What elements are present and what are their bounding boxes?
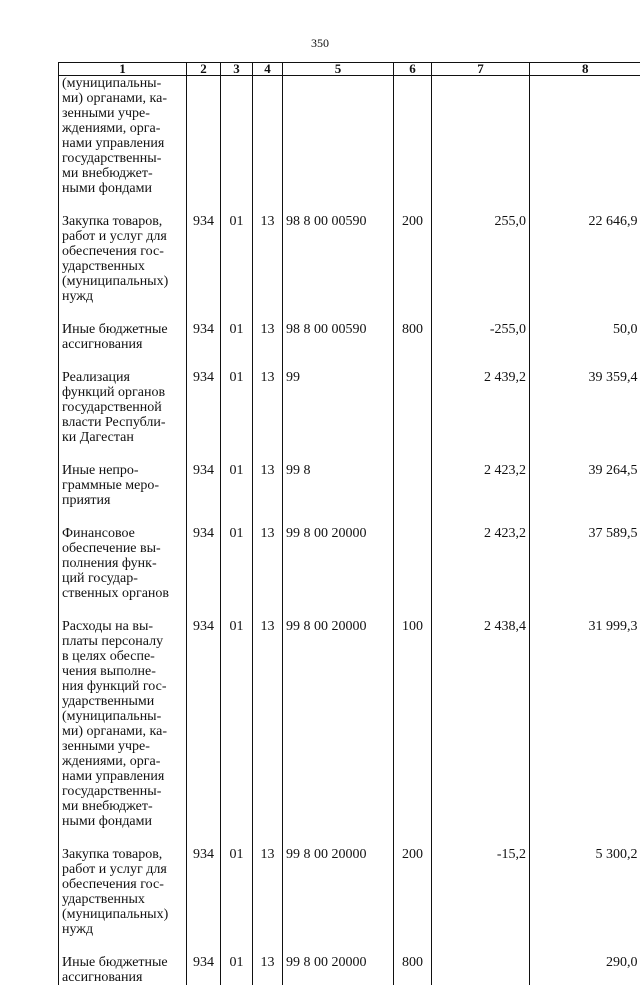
admin-code-cell: 934	[187, 370, 221, 445]
row-name-line: ми внебюджет-	[62, 799, 183, 814]
table-row	[59, 214, 640, 304]
row-name-line: Иные бюджетные	[62, 322, 183, 337]
spacer-cell	[59, 829, 187, 847]
table-row	[59, 76, 640, 197]
admin-code-cell	[187, 76, 221, 197]
spacer-cell	[394, 196, 432, 214]
column-header: 8	[530, 63, 640, 76]
subsection-code-cell: 13	[253, 322, 283, 352]
row-name-line: полнения функ-	[62, 556, 183, 571]
spacer-cell	[253, 829, 283, 847]
subsection-code-cell: 13	[253, 370, 283, 445]
row-name-line: ми) органами, ка-	[62, 91, 183, 106]
subsection-code-cell: 13	[253, 619, 283, 829]
subsection-code-cell: 13	[253, 955, 283, 985]
spacer-cell	[59, 601, 187, 619]
column-header: 5	[283, 63, 394, 76]
row-name-line: (муниципальны-	[62, 76, 183, 91]
column-header: 1	[59, 63, 187, 76]
target-article-cell	[283, 76, 394, 197]
row-spacer	[59, 508, 640, 526]
column-header: 2	[187, 63, 221, 76]
spacer-cell	[530, 829, 640, 847]
row-name-line: граммные меро-	[62, 478, 183, 493]
table-row	[59, 370, 640, 445]
row-name-line: государственны-	[62, 784, 183, 799]
row-name-line: обеспечения гос-	[62, 244, 183, 259]
row-name-line: Иные непро-	[62, 463, 183, 478]
spacer-cell	[283, 508, 394, 526]
subsection-code-cell: 13	[253, 847, 283, 937]
spacer-cell	[530, 304, 640, 322]
row-spacer	[59, 304, 640, 322]
spacer-cell	[394, 304, 432, 322]
amount-change-cell	[432, 955, 530, 985]
amount-change-cell: 2 438,4	[432, 619, 530, 829]
spacer-cell	[283, 829, 394, 847]
row-name-line: платы персоналу	[62, 634, 183, 649]
expense-type-cell	[394, 463, 432, 508]
amount-change-cell	[432, 76, 530, 197]
row-name-line: ственных органов	[62, 586, 183, 601]
row-name-line: ударственных	[62, 892, 183, 907]
expense-type-cell	[394, 370, 432, 445]
spacer-cell	[187, 937, 221, 955]
spacer-cell	[530, 196, 640, 214]
target-article-cell: 98 8 00 00590	[283, 214, 394, 304]
row-name-line: функций органов	[62, 385, 183, 400]
expense-type-cell: 200	[394, 214, 432, 304]
section-code-cell: 01	[221, 463, 253, 508]
row-name-line: ций государ-	[62, 571, 183, 586]
admin-code-cell: 934	[187, 619, 221, 829]
expense-type-cell	[394, 526, 432, 601]
row-name-cell	[59, 370, 187, 445]
spacer-cell	[187, 445, 221, 463]
row-name-cell	[59, 955, 187, 985]
expense-type-cell: 200	[394, 847, 432, 937]
subsection-code-cell: 13	[253, 214, 283, 304]
subsection-code-cell: 13	[253, 463, 283, 508]
target-article-cell: 99 8 00 20000	[283, 847, 394, 937]
row-spacer	[59, 829, 640, 847]
target-article-cell: 99 8 00 20000	[283, 619, 394, 829]
row-name-line: обеспечение вы-	[62, 541, 183, 556]
spacer-cell	[187, 601, 221, 619]
row-name-line: ждениями, орга-	[62, 754, 183, 769]
amount-change-cell: -15,2	[432, 847, 530, 937]
row-name-line: Закупка товаров,	[62, 847, 183, 862]
spacer-cell	[432, 304, 530, 322]
row-name-line: нужд	[62, 922, 183, 937]
amount-total-cell: 39 359,4	[530, 370, 640, 445]
amount-total-cell: 50,0	[530, 322, 640, 352]
row-spacer	[59, 196, 640, 214]
row-name-line: (муниципальных)	[62, 274, 183, 289]
spacer-cell	[253, 601, 283, 619]
row-name-line: Реализация	[62, 370, 183, 385]
section-code-cell: 01	[221, 322, 253, 352]
spacer-cell	[394, 508, 432, 526]
row-name-line: работ и услуг для	[62, 229, 183, 244]
row-spacer	[59, 352, 640, 370]
amount-total-cell: 22 646,9	[530, 214, 640, 304]
spacer-cell	[283, 304, 394, 322]
row-name-line: ными фондами	[62, 181, 183, 196]
spacer-cell	[394, 352, 432, 370]
spacer-cell	[59, 937, 187, 955]
target-article-cell: 98 8 00 00590	[283, 322, 394, 352]
spacer-cell	[221, 937, 253, 955]
spacer-cell	[187, 304, 221, 322]
admin-code-cell: 934	[187, 847, 221, 937]
spacer-cell	[283, 937, 394, 955]
admin-code-cell: 934	[187, 955, 221, 985]
row-name-line: ния функций гос-	[62, 679, 183, 694]
spacer-cell	[187, 196, 221, 214]
spacer-cell	[530, 601, 640, 619]
spacer-cell	[59, 445, 187, 463]
row-name-line: ассигнования	[62, 970, 183, 985]
table-body	[59, 76, 640, 985]
amount-change-cell: 255,0	[432, 214, 530, 304]
row-name-line: ударственными	[62, 694, 183, 709]
row-name-line: Расходы на вы-	[62, 619, 183, 634]
spacer-cell	[59, 304, 187, 322]
column-header: 4	[253, 63, 283, 76]
row-name-cell	[59, 322, 187, 352]
row-spacer	[59, 445, 640, 463]
column-header: 6	[394, 63, 432, 76]
page-number: 350	[0, 36, 640, 51]
spacer-cell	[432, 829, 530, 847]
spacer-cell	[221, 352, 253, 370]
spacer-cell	[394, 829, 432, 847]
row-name-line: государственны-	[62, 151, 183, 166]
row-name-cell	[59, 214, 187, 304]
budget-table	[58, 62, 640, 985]
table-row	[59, 526, 640, 601]
spacer-cell	[432, 352, 530, 370]
subsection-code-cell: 13	[253, 526, 283, 601]
amount-total-cell	[530, 76, 640, 197]
row-name-line: (муниципальны-	[62, 709, 183, 724]
table-row	[59, 463, 640, 508]
spacer-cell	[394, 937, 432, 955]
amount-total-cell: 5 300,2	[530, 847, 640, 937]
spacer-cell	[59, 196, 187, 214]
spacer-cell	[253, 352, 283, 370]
section-code-cell: 01	[221, 370, 253, 445]
amount-change-cell: 2 423,2	[432, 463, 530, 508]
row-name-line: в целях обеспе-	[62, 649, 183, 664]
row-name-line: ными фондами	[62, 814, 183, 829]
spacer-cell	[283, 352, 394, 370]
row-name-line: работ и услуг для	[62, 862, 183, 877]
row-name-line: ки Дагестан	[62, 430, 183, 445]
row-name-line: зенными учре-	[62, 106, 183, 121]
target-article-cell: 99	[283, 370, 394, 445]
spacer-cell	[253, 304, 283, 322]
spacer-cell	[394, 445, 432, 463]
target-article-cell: 99 8	[283, 463, 394, 508]
column-header: 7	[432, 63, 530, 76]
section-code-cell: 01	[221, 526, 253, 601]
row-name-line: ми) органами, ка-	[62, 724, 183, 739]
row-name-cell	[59, 76, 187, 197]
expense-type-cell: 100	[394, 619, 432, 829]
spacer-cell	[187, 352, 221, 370]
column-header: 3	[221, 63, 253, 76]
spacer-cell	[432, 937, 530, 955]
spacer-cell	[394, 601, 432, 619]
row-name-line: зенными учре-	[62, 739, 183, 754]
expense-type-cell: 800	[394, 955, 432, 985]
section-code-cell: 01	[221, 955, 253, 985]
amount-total-cell: 37 589,5	[530, 526, 640, 601]
row-name-line: нужд	[62, 289, 183, 304]
spacer-cell	[283, 601, 394, 619]
spacer-cell	[59, 352, 187, 370]
amount-total-cell: 31 999,3	[530, 619, 640, 829]
amount-change-cell: 2 423,2	[432, 526, 530, 601]
expense-type-cell: 800	[394, 322, 432, 352]
row-name-line: власти Республи-	[62, 415, 183, 430]
spacer-cell	[530, 937, 640, 955]
row-name-cell	[59, 463, 187, 508]
target-article-cell: 99 8 00 20000	[283, 955, 394, 985]
expense-type-cell	[394, 76, 432, 197]
spacer-cell	[221, 445, 253, 463]
spacer-cell	[253, 937, 283, 955]
row-name-line: нами управления	[62, 769, 183, 784]
spacer-cell	[530, 508, 640, 526]
spacer-cell	[432, 445, 530, 463]
spacer-cell	[283, 196, 394, 214]
spacer-cell	[253, 445, 283, 463]
subsection-code-cell	[253, 76, 283, 197]
row-name-cell	[59, 526, 187, 601]
spacer-cell	[530, 445, 640, 463]
row-name-line: чения выполне-	[62, 664, 183, 679]
spacer-cell	[187, 508, 221, 526]
row-name-line: нами управления	[62, 136, 183, 151]
row-name-cell	[59, 619, 187, 829]
table-row	[59, 955, 640, 985]
row-name-line: ударственных	[62, 259, 183, 274]
table-row	[59, 619, 640, 829]
spacer-cell	[221, 508, 253, 526]
row-name-cell	[59, 847, 187, 937]
amount-total-cell: 39 264,5	[530, 463, 640, 508]
spacer-cell	[221, 601, 253, 619]
row-name-line: ждениями, орга-	[62, 121, 183, 136]
section-code-cell	[221, 76, 253, 197]
row-name-line: Иные бюджетные	[62, 955, 183, 970]
row-name-line: Финансовое	[62, 526, 183, 541]
table-row	[59, 322, 640, 352]
row-name-line: государственной	[62, 400, 183, 415]
spacer-cell	[253, 196, 283, 214]
row-spacer	[59, 937, 640, 955]
spacer-cell	[432, 196, 530, 214]
spacer-cell	[530, 352, 640, 370]
row-name-line: обеспечения гос-	[62, 877, 183, 892]
section-code-cell: 01	[221, 619, 253, 829]
spacer-cell	[432, 601, 530, 619]
spacer-cell	[283, 445, 394, 463]
target-article-cell: 99 8 00 20000	[283, 526, 394, 601]
section-code-cell: 01	[221, 847, 253, 937]
row-name-line: ассигнования	[62, 337, 183, 352]
row-name-line: Закупка товаров,	[62, 214, 183, 229]
row-name-line: ми внебюджет-	[62, 166, 183, 181]
admin-code-cell: 934	[187, 214, 221, 304]
spacer-cell	[221, 196, 253, 214]
row-name-line: приятия	[62, 493, 183, 508]
spacer-cell	[59, 508, 187, 526]
row-spacer	[59, 601, 640, 619]
admin-code-cell: 934	[187, 322, 221, 352]
spacer-cell	[432, 508, 530, 526]
row-name-line: (муниципальных)	[62, 907, 183, 922]
amount-change-cell: 2 439,2	[432, 370, 530, 445]
table-header-row	[59, 63, 640, 76]
table-row	[59, 847, 640, 937]
admin-code-cell: 934	[187, 463, 221, 508]
section-code-cell: 01	[221, 214, 253, 304]
admin-code-cell: 934	[187, 526, 221, 601]
spacer-cell	[187, 829, 221, 847]
amount-total-cell: 290,0	[530, 955, 640, 985]
spacer-cell	[221, 304, 253, 322]
spacer-cell	[253, 508, 283, 526]
amount-change-cell: -255,0	[432, 322, 530, 352]
spacer-cell	[221, 829, 253, 847]
